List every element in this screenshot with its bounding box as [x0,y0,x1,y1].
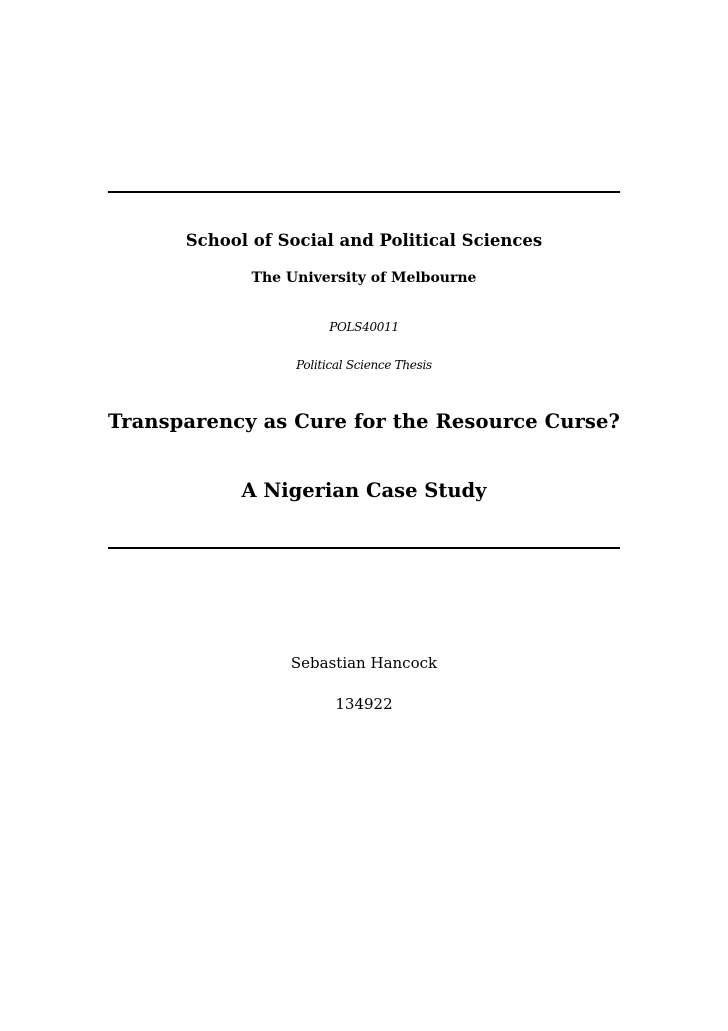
student-number: 134922 [335,695,393,713]
subject-code: POLS40011 [329,320,399,334]
university-name: The University of Melbourne [251,270,477,286]
subject-name: Political Science Thesis [296,358,432,372]
thesis-subtitle: A Nigerian Case Study [241,479,487,502]
thesis-title: Transparency as Cure for the Resource Curse? [108,410,620,433]
school-name: School of Social and Political Sciences [185,231,543,250]
author-name: Sebastian Hancock [290,654,438,672]
bottom-divider [108,547,620,549]
top-divider [108,191,620,193]
